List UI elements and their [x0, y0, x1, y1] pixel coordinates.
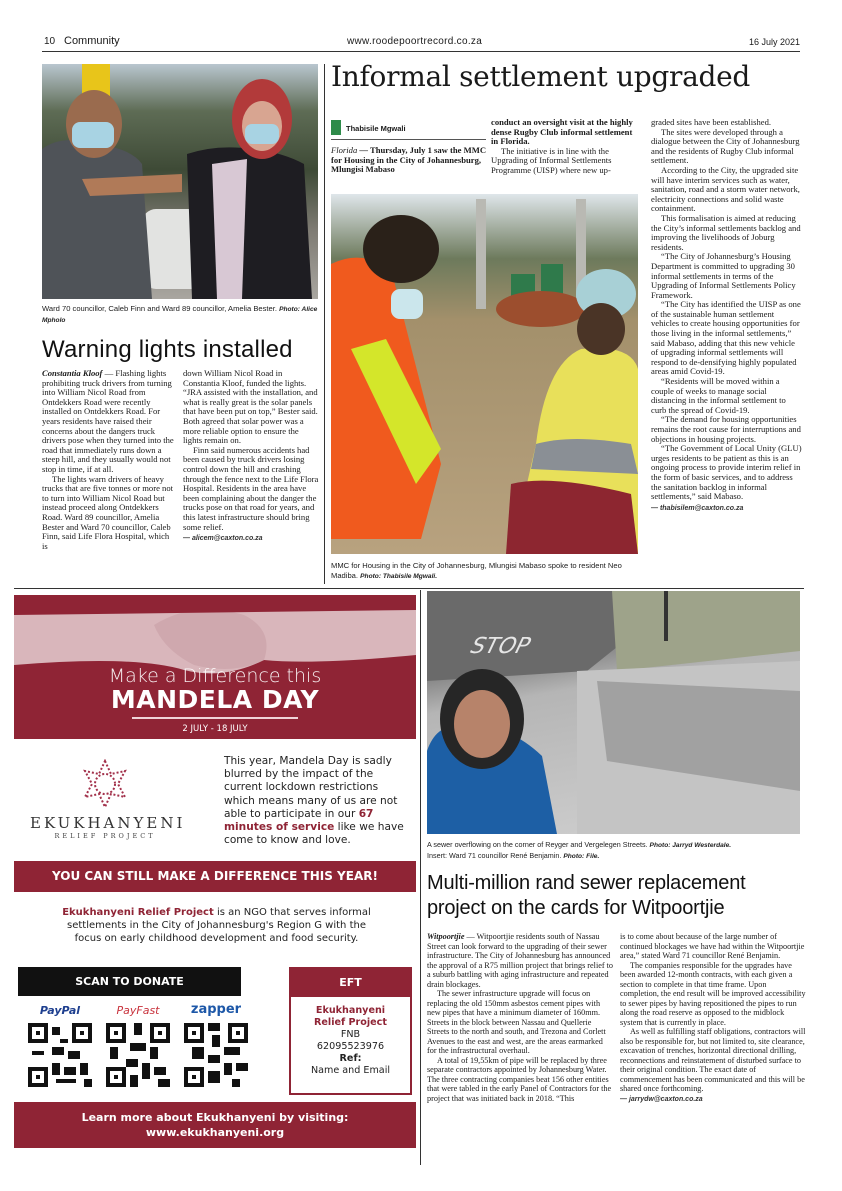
scan-to-donate-header: SCAN TO DONATE — [18, 967, 241, 996]
eft-account-number: 62095523976 — [316, 1041, 385, 1052]
mmc-visit-image — [331, 194, 638, 554]
dateline: Constantia Kloof — [42, 368, 103, 378]
site-url[interactable]: www.roodepoortrecord.co.za — [347, 36, 483, 47]
zapper-qr-code[interactable] — [184, 1023, 248, 1087]
photo-credit: Photo: File. — [563, 852, 600, 860]
informal-photo-caption: MMC for Housing in the City of Johannesburg, Mlungisi Mabaso spoke to resident Neo Madiba. Photo: Thabisile Mgwali. — [331, 561, 622, 580]
paragraph: As well as fulfilling staff obligations, contractors will also be responsible for, but not limited to, site clearance, excavation of trenches, horizontal directional drilling, reconnections and reinstatement of disturbed surface to their original condition. The exact date of commencement has been communicated and this will be shared once forthcoming. — [620, 1027, 806, 1093]
payfast-qr-code[interactable] — [106, 1023, 170, 1087]
highlight-text: Ekukhanyeni Relief Project — [62, 907, 214, 918]
highlight-text: 67 minutes of service — [224, 807, 374, 834]
banner-line-1: Make a Difference this — [108, 665, 322, 687]
paragraph: The sewer infrastructure upgrade will focus on replacing the old 150mm asbestos cement pipes with new pipes that have a minimum diameter of 160mm. Streets in the block between Nassau and Quellerie Streets to the north and south, and Trezona and Corlett Avenues to the east and west, are the areas earmarked for the infrastructural overhaul. — [427, 989, 606, 1055]
cta-banner: YOU CAN STILL MAKE A DIFFERENCE THIS YEAR! — [14, 861, 416, 892]
website-link[interactable]: www.ekukhanyeni.org — [145, 1126, 285, 1139]
author-email[interactable]: — jarrydw@caxton.co.za — [620, 1095, 703, 1103]
paragraph: “The Government of Local Unity (GLU) urges residents to be patient as this is an ongoing process to provide interim relief in the form of basic services, and to address the sanitation backlog in informal settlements,” said Mabaso. — [651, 443, 802, 502]
logo-name: EKUKHANYENI — [30, 814, 186, 832]
paragraph: A total of 19,55km of pipe will be replaced by three separate contractors appointed by Johannesburg Water. The three contracting companies beat 156 other entities that were tabled in the early Panel of Contractors for the project that was initiated back in 2018. “This — [427, 1055, 612, 1103]
councillors-image — [42, 64, 318, 299]
sewer-photo — [427, 591, 800, 834]
dateline: Witpoortjie — [427, 932, 465, 941]
warning-column-1 — [42, 369, 175, 551]
byline-marker-icon — [331, 120, 341, 135]
paragraph: is to come about because of the large number of continued blockages we have had within the Witpoortjie area,” stated Ward 71 councillor René Benjamin. — [620, 932, 805, 960]
advert-footer — [14, 1102, 416, 1148]
byline — [331, 120, 486, 140]
paragraph: “Residents will be moved within a couple of weeks to manage social distancing in the informal settlement to curb the spread of Covid-19. — [651, 376, 786, 415]
banner-rule — [132, 717, 298, 719]
warning-headline: Warning lights installed — [42, 336, 293, 363]
paragraph: “The City of Johannesburg’s Housing Department is committed to upgrading 30 informal settlements in terms of the Upgrading of Informal Settlements Policy Framework. — [651, 251, 796, 300]
mandela-day-advert — [14, 591, 416, 1161]
informal-headline: Informal settlement upgraded — [331, 60, 751, 93]
issue-date: 16 July 2021 — [748, 37, 800, 47]
payfast-method[interactable] — [102, 1004, 174, 1087]
sewer-column-2 — [620, 932, 806, 1104]
paragraph: The companies responsible for the upgrades have been awarded 12-month contracts, with each given a section to complete in that time frame. Upon completion, the end result will be improved accessibility to sewer pipes by having repositioned the pipes to run along the road reserve as opposed to the midblock system that is currently in place. — [620, 960, 806, 1027]
zapper-method[interactable] — [180, 1004, 252, 1087]
author-email[interactable]: — thabisilem@caxton.co.za — [651, 504, 744, 512]
paragraph: “The demand for housing opportunities remains the root cause for interruptions and objections in housing projects. — [651, 414, 801, 444]
paragraph: The sites were developed through a dialogue between the City of Johannesburg and the residents of Rugby Club informal settlement. — [651, 126, 800, 166]
sewer-photo-caption: A sewer overflowing on the corner of Reyger and Vergelegen Streets. Photo: Jarryd Westerdale. Insert: Ward 71 councillor René Benjamin. Photo: File. — [427, 840, 732, 860]
eft-account-name: Ekukhanyeni Relief Project — [314, 1005, 387, 1028]
photo-credit: Photo: Alice Mpholo — [42, 306, 318, 324]
ekukhanyeni-logo — [30, 759, 186, 840]
paragraph: This formalisation is aimed at reducing the City’s informal settlements backlog and improving the livelihoods of Joburg residents. — [651, 212, 801, 252]
sewer-column-1 — [427, 932, 613, 1103]
author-email[interactable]: — alicem@caxton.co.za — [183, 535, 263, 543]
informal-settlement-photo — [331, 194, 638, 554]
paragraph: conduct an oversight visit at the highly dense Rugby Club informal settlement in Florida. — [491, 117, 633, 147]
banner-dates: 2 JULY - 18 JULY — [182, 724, 248, 734]
payfast-logo: PayFast — [116, 1004, 160, 1017]
page-number: 10 — [44, 36, 56, 47]
advert-about: Ekukhanyeni Relief Project is an NGO that serves informal settlements in the City of Johannesburg's Region G with the focus on early childhood development and food security. — [62, 907, 371, 944]
advert-banner — [14, 595, 416, 739]
paragraph: The lights warn drivers of heavy trucks that are five tonnes or more not to turn into William Nicol Road but instead proceed along Ontdekkers Road. Ward 89 councillor, Amelia Bester and Ward 70 councillor, Caleb Finn, said Life Flora Hospital, which is — [42, 473, 174, 551]
column-divider — [420, 590, 421, 1165]
sewer-headline: Multi-million rand sewer replacement project on the cards for Witpoortjie — [427, 872, 746, 919]
sewer-overflow-image — [427, 591, 800, 834]
paragraph: According to the City, the upgraded site will have interim services such as water, sanitation, road and a storm water network, electricity connections and solid waste containment. — [651, 164, 800, 214]
banner-title: MANDELA DAY — [110, 685, 320, 714]
paragraph: graded sites have been established. — [651, 117, 772, 127]
paypal-method[interactable] — [24, 1004, 96, 1087]
warning-photo-caption: Ward 70 councillor, Caleb Finn and Ward 89 councillor, Amelia Bester. Photo: Alice Mpholo — [42, 304, 318, 324]
photo-credit: Photo: Jarryd Westerdale. — [649, 842, 732, 849]
section-name: Community — [64, 35, 120, 47]
eft-ref-label: Ref: — [339, 1053, 362, 1064]
eft-details — [291, 997, 410, 1077]
paragraph: “The City has identified the UISP as one of the sustainable human settlement vehicles to create housing opportunities for those living in the informal settlements,” said Mabaso, adding that this new vehicle of upgrading informal settlements will respond to de-densifying highly populated areas amid Covid-19. — [651, 299, 801, 377]
eft-ref-value: Name and Email — [310, 1065, 391, 1076]
dateline: Florida — [331, 145, 358, 155]
paragraph: The initiative is in line with the Upgrading of Informal Settlements Programme (UISP) where new up- — [491, 145, 612, 175]
eft-box — [289, 967, 412, 1095]
paragraph: Witpoortjie — Witpoortjie residents south of Nassau Street can look forward to the upgrading of their sewer infrastructure. The City of Johannesburg has announced the approval of a R75 million project that brings relief to a suburb battling with aging infrastructure and repeated drain blockages. — [427, 932, 613, 989]
informal-column-2 — [491, 118, 637, 176]
warning-column-2 — [183, 369, 319, 544]
eft-bank: FNB — [340, 1029, 361, 1040]
photo-credit: Photo: Thabisile Mgwali. — [360, 573, 438, 580]
zapper-logo: zapper — [190, 1002, 242, 1017]
logo-subtitle: RELIEF PROJECT — [54, 832, 156, 840]
footer-text: Learn more about Ekukhanyeni by visiting: — [81, 1111, 349, 1124]
paragraph: down William Nicol Road in Constantia Kloof, funded the lights. “JRA assisted with the installation, and what is really great is the solar panels that have been put on top,” Bester said. Both agreed that solar power was a more reliable option to ensure the lights remain on. — [183, 368, 318, 446]
payment-methods — [24, 1004, 244, 1094]
paypal-logo: PayPal — [39, 1004, 81, 1017]
section-divider — [14, 588, 804, 589]
eft-header: EFT — [291, 969, 410, 997]
byline-name: Thabisile Mgwali — [346, 124, 406, 133]
paypal-qr-code[interactable] — [28, 1023, 92, 1087]
svg-text:STOP: STOP — [465, 634, 535, 659]
informal-lead: Florida — Thursday, July 1 saw the MMC for Housing in the City of Johannesburg, Mlungisi Mabaso — [331, 145, 487, 175]
warning-lights-photo — [42, 64, 318, 299]
paragraph: Constantia Kloof — Flashing lights prohibiting truck drivers from turning into William Nicol Road from Ontdekkers Road were recently installed on Ontdekkers Road. For years residents have raised their concerns about the dangers truck drivers pose when they turned into the road that immediately runs down a steep hill, and they usually would not stop in time, if at all. — [42, 368, 174, 474]
informal-column-3 — [651, 118, 803, 513]
page-header — [42, 34, 800, 52]
star-emblem-icon — [80, 759, 130, 809]
paragraph: Finn said numerous accidents had been caused by truck drivers losing control down the hill and crashing through the fence next to the Life Flora Hospital. Residents in the area have been complaining about the danger the trucks pose on that road for years, and this latest infrastructure should bring some relief. — [183, 444, 319, 532]
advert-intro: This year, Mandela Day is sadly blurred by the impact of the current lockdown restrictions which means many of us are not able to participate in our 67 minutes of service like we have come to know and love. — [224, 755, 404, 847]
column-divider — [324, 64, 325, 584]
